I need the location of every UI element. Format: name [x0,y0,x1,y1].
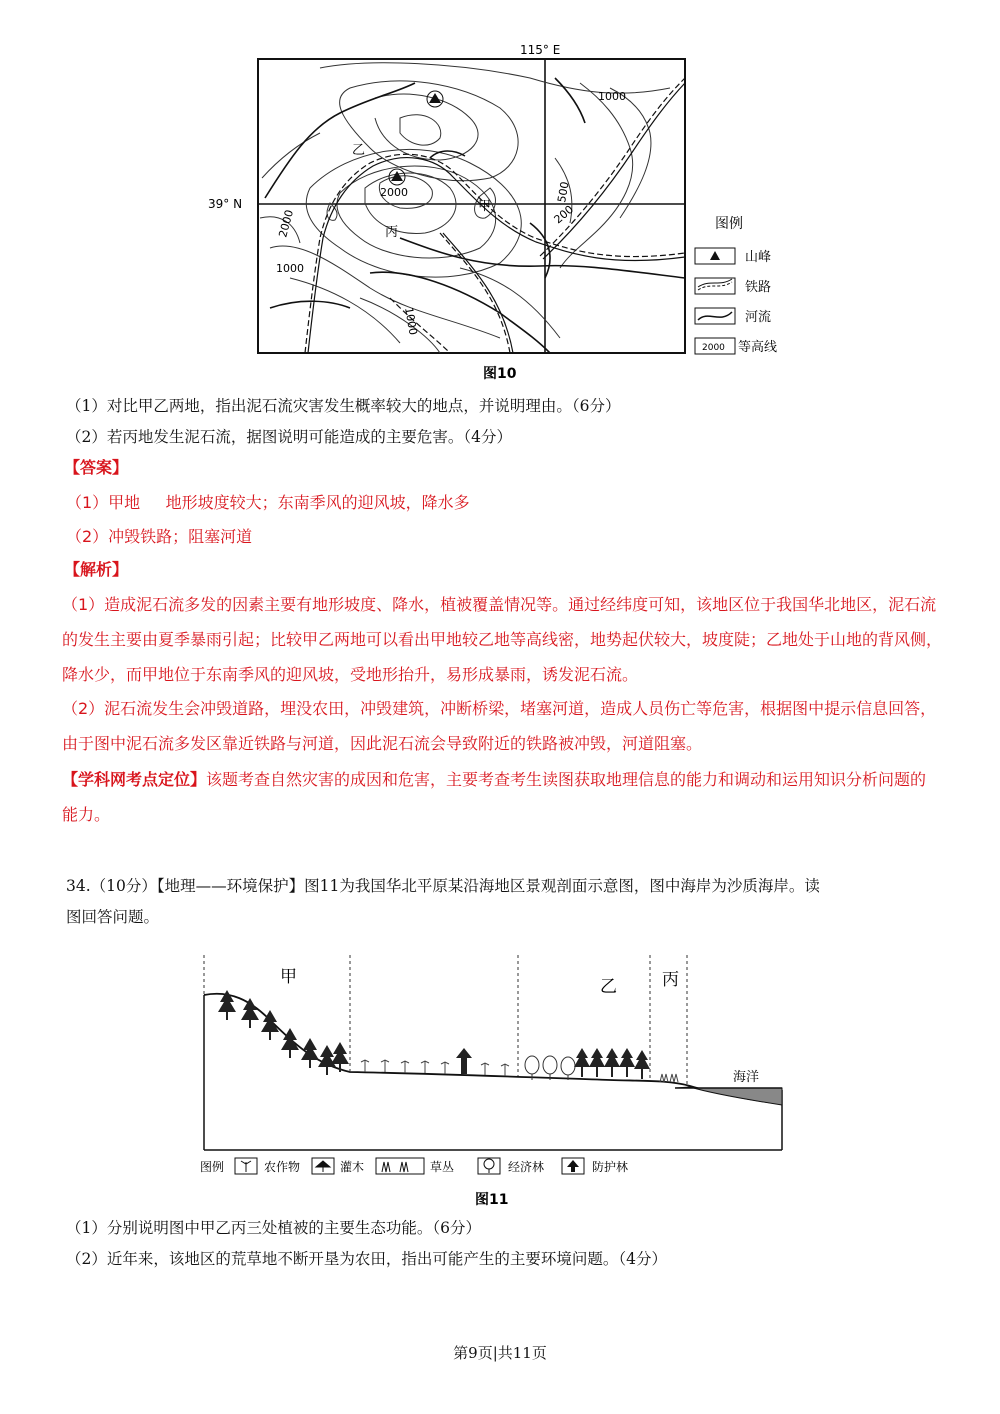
fig11-legend-grass: 草丛 [430,1160,455,1174]
legend-crop-icon [241,1161,251,1172]
exam-point-tag: 【学科网考点定位】 [62,770,207,789]
figure-11-caption: 图11 [475,1192,509,1208]
answer-tag: 【答案】 [64,458,129,477]
answer-1: （1）甲地 地形坡度较大；东南季风的迎风坡，降水多 [66,493,470,512]
q33-sub2: （2）若丙地发生泥石流，据图说明可能造成的主要危害。（4分） [66,428,512,446]
analysis-2: （2）泥石流发生会冲毁道路，埋没农田，冲毁建筑，冲断桥梁，堵塞河道，造成人员伤亡等危害，根据图中提示信息回答，由于图中泥石流多发区靠近铁路与河道，因此泥石流会导致附近的铁路被冲毁，河道阻塞。 [62,699,937,753]
q34-intro-line1: 34.（10分）【地理——环境保护】图11为我国华北平原某沿海地区景观剖面示意图，图中海岸为沙质海岸。读 [66,877,820,895]
figure-10-map [200,38,800,383]
legend-river-icon [698,312,732,320]
zone-label-yi: 乙 [600,977,617,997]
contour-label-1000-bottom: 1000 [402,306,420,337]
legend-title: 图例 [715,216,743,232]
fig11-legend-shrub: 灌木 [340,1160,365,1174]
contour-label-1000-top: 1000 [598,90,626,103]
analysis-1: （1）造成泥石流多发的因素主要有地形坡度、降水，植被覆盖情况等。通过经纬度可知，该地区位于我国华北地区，泥石流的发生主要由夏季暴雨引起；比较甲乙两地可以看出甲地较乙地等高线密，地势起伏较大，坡度陡；乙地处于山地的背风侧，降水少，而甲地位于东南季风的迎风坡，受地形抬升，易形成暴雨，诱发泥石流。 [62,595,943,684]
figure-10-legend [695,216,777,355]
legend-item-peak: 山峰 [745,250,772,265]
legend-contour-sample: 2000 [702,343,725,353]
lon-label: 115° E [520,43,561,57]
figure-10-caption: 图10 [483,366,517,382]
place-label-jia: 甲 [478,199,492,214]
place-label-yi: 乙 [352,143,366,158]
zone-label-jia: 甲 [280,967,297,987]
economic-forest [525,1056,575,1080]
legend-peak-icon [710,251,720,260]
contour-label-2000-peak: 2000 [380,186,408,199]
contour-label-200: 200 [551,202,577,227]
figure-11-legend [200,1158,628,1174]
contour-label-1000-left: 1000 [276,262,304,275]
q34-sub2: （2）近年来，该地区的荒草地不断开垦为农田，指出可能产生的主要环境问题。（4分） [66,1250,667,1268]
contour-label-500: 500 [555,180,572,204]
q34-sub1: （1）分别说明图中甲乙丙三处植被的主要生态功能。（6分） [66,1219,481,1237]
legend-protection-forest-icon [567,1160,579,1172]
legend-item-river: 河流 [745,310,772,325]
exam-point [62,762,942,832]
exam-point-text: 该题考查自然灾害的成因和危害，主要考查考生读图获取地理信息的能力和调动和运用知识分析问题的能力。 [62,770,927,824]
fig11-legend-econ: 经济林 [508,1160,545,1174]
sea-label: 海洋 [733,1070,760,1085]
place-label-bing: 丙 [385,225,399,240]
q34-intro-line2: 图回答问题。 [66,908,160,926]
figure-11-profile [190,950,800,1215]
legend-grass-icon [382,1162,408,1172]
shrub-middle [456,1048,472,1074]
fig11-legend-title: 图例 [200,1160,225,1174]
zone-label-bing: 丙 [662,970,679,990]
q33-sub1: （1）对比甲乙两地，指出泥石流灾害发生概率较大的地点，并说明理由。（6分） [66,397,621,415]
legend-item-contour: 等高线 [738,340,778,355]
fig11-legend-protection: 防护林 [592,1160,629,1174]
page-footer: 第9页|共11页 [453,1344,547,1362]
legend-item-railway: 铁路 [745,280,772,295]
legend-econ-forest-icon [484,1159,494,1169]
contour-label-2000-left: 2000 [276,208,297,239]
answer-2: （2）冲毁铁路；阻塞河道 [66,527,253,546]
fig11-legend-crop: 农作物 [264,1160,301,1174]
peak-north-icon [429,93,441,103]
legend-shrub-icon [316,1161,330,1172]
protection-forest-yi [574,1048,650,1079]
lat-label: 39° N [208,197,243,211]
analysis-tag: 【解析】 [64,560,129,579]
